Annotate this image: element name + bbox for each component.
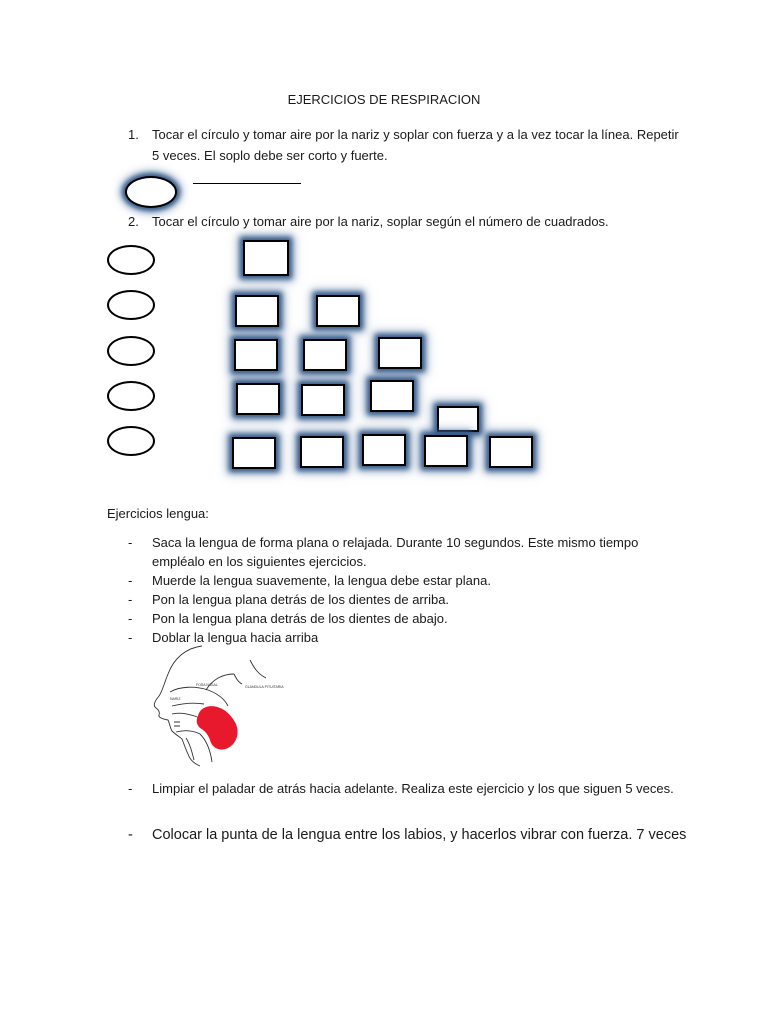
square[interactable] xyxy=(362,434,406,466)
lengua-item-7: Colocar la punta de la lengua entre los labios, y hacerlos vibrar con fuerza. 7 veces xyxy=(152,827,687,843)
square[interactable] xyxy=(370,380,414,412)
square[interactable] xyxy=(378,337,422,369)
ex2-number: 2. xyxy=(128,214,139,229)
ex1-text-line1: Tocar el círculo y tomar aire por la nariz y soplar con fuerza y a la vez tocar la línea. Repetir xyxy=(152,127,679,142)
square[interactable] xyxy=(300,436,344,468)
square[interactable] xyxy=(301,384,345,416)
bullet-dash: - xyxy=(128,573,133,588)
bullet-dash: - xyxy=(128,592,133,607)
oval-3[interactable] xyxy=(107,336,155,366)
head-tongue-illustration xyxy=(150,644,325,770)
square[interactable] xyxy=(437,406,479,432)
bullet-dash: - xyxy=(128,611,133,626)
lengua-item-6: Limpiar el paladar de atrás hacia adelante. Realiza este ejercicio y los que siguen 5 veces. xyxy=(152,781,674,796)
lengua-item-5: Doblar la lengua hacia arriba xyxy=(152,630,319,645)
ex1-number: 1. xyxy=(128,127,139,142)
square[interactable] xyxy=(303,339,347,371)
square[interactable] xyxy=(316,295,360,327)
label-fosa-nasal: FOSA NASAL xyxy=(196,683,218,687)
square[interactable] xyxy=(235,295,279,327)
square[interactable] xyxy=(234,339,278,371)
bullet-dash: - xyxy=(128,630,133,645)
lengua-heading: Ejercicios lengua: xyxy=(107,506,209,521)
oval-4[interactable] xyxy=(107,381,155,411)
oval-2[interactable] xyxy=(107,290,155,320)
square[interactable] xyxy=(232,437,276,469)
lengua-item-1-line2: empléalo en los siguientes ejercicios. xyxy=(152,554,367,569)
oval-1[interactable] xyxy=(107,245,155,275)
square[interactable] xyxy=(424,435,468,467)
bullet-dash: - xyxy=(128,827,133,843)
blow-line xyxy=(193,183,301,184)
lengua-item-3: Pon la lengua plana detrás de los dientes de arriba. xyxy=(152,592,450,607)
page-title: EJERCICIOS DE RESPIRACION xyxy=(287,92,481,107)
label-nariz: NARIZ xyxy=(170,697,181,701)
bullet-dash: - xyxy=(128,781,133,796)
bullet-dash: - xyxy=(128,535,133,550)
oval-5[interactable] xyxy=(107,426,155,456)
square[interactable] xyxy=(236,383,280,415)
lengua-item-4: Pon la lengua plana detrás de los dientes de abajo. xyxy=(152,611,448,626)
square[interactable] xyxy=(489,436,533,468)
label-glandula: GLANDULA PITUITARIA xyxy=(245,685,284,689)
ex2-text: Tocar el círculo y tomar aire por la nariz, soplar según el número de cuadrados. xyxy=(152,214,609,229)
square[interactable] xyxy=(243,240,289,276)
lengua-item-2: Muerde la lengua suavemente, la lengua debe estar plana. xyxy=(152,573,491,588)
lengua-item-1-line1: Saca la lengua de forma plana o relajada. Durante 10 segundos. Este mismo tiempo xyxy=(152,535,639,550)
breath-circle-glow[interactable] xyxy=(125,176,177,208)
ex1-text-line2: 5 veces. El soplo debe ser corto y fuerte. xyxy=(152,148,388,163)
